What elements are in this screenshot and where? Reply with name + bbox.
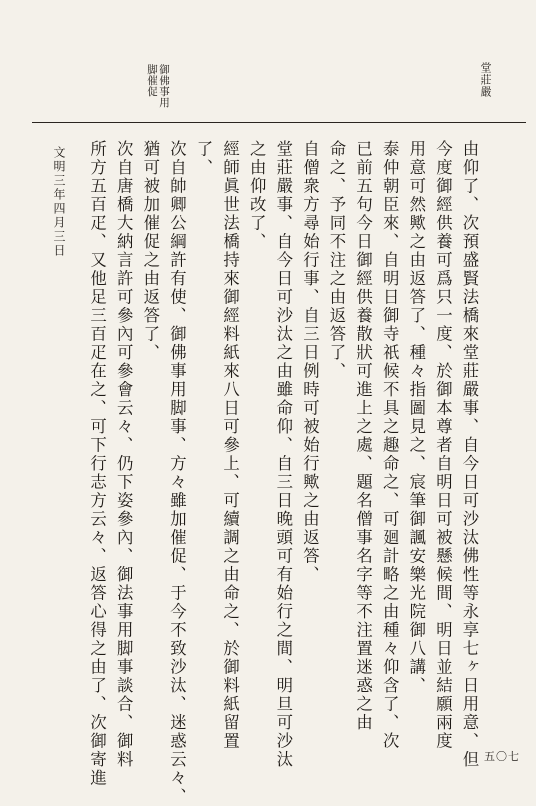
body-text: [84, 140, 480, 806]
margin-note-line: 脚催促: [146, 64, 158, 97]
running-head: 堂莊嚴: [479, 62, 492, 98]
text-column: 命之、予同不注之由返答了、: [327, 140, 346, 381]
text-column: 已前五句今日御經供養散狀可進上之處、題名僧事名字等不注置迷惑之由: [353, 140, 373, 732]
text-column: 次自帥卿公綱許有使、御佛事用脚事、方々雖加催促、于今不致沙汰、迷惑云々、: [167, 140, 187, 806]
text-column: 用意可然歟之由返答了、種々指圖見之、宸筆御諷安樂光院御八講、: [406, 140, 426, 695]
page-number: 五〇七: [484, 750, 520, 763]
margin-note-line: 御佛事用: [158, 64, 170, 108]
text-column: 今度御經供養可爲只一度、於御本尊者自明日可被懸候間、明日並結願兩度: [433, 140, 453, 751]
text-column: 了、: [194, 140, 213, 177]
text-column: 由仰了、次預盛賢法橋來堂莊嚴事、自今日可沙汰佛性等永享七ヶ日用意、但: [460, 140, 479, 769]
date-line: 文明三年四月三日: [52, 146, 66, 258]
text-column: 猶可被加催促之由返答了、: [140, 140, 160, 362]
text-column: 泰仲朝臣來、自明日御寺祇候不具之趣命之、可廻計略之由種々仰含了、次: [380, 140, 400, 751]
header-rule: [32, 122, 526, 123]
margin-note: [146, 64, 170, 120]
text-column: 自僧衆方尋始行事、自三日例時可被始行歟之由返答、: [300, 140, 320, 584]
text-column: 次自唐橋大納言許可參內可參會云々、仍下姿參內、御法事用脚事談合、御料: [114, 140, 134, 769]
text-column: 所方五百疋、又他足三百疋在之、可下行志方云々、返答心得之由了、次御寄進: [87, 140, 107, 788]
text-column: 經師眞世法橋持來御經料紙來八日可參上、可續調之由命之、於御料紙留置: [220, 140, 240, 751]
text-column: 堂莊嚴事、自今日可沙汰之由雖命仰、自三日晚頭可有始行之間、明旦可沙汰: [273, 140, 293, 769]
text-column: 之由仰改了、: [247, 140, 267, 251]
